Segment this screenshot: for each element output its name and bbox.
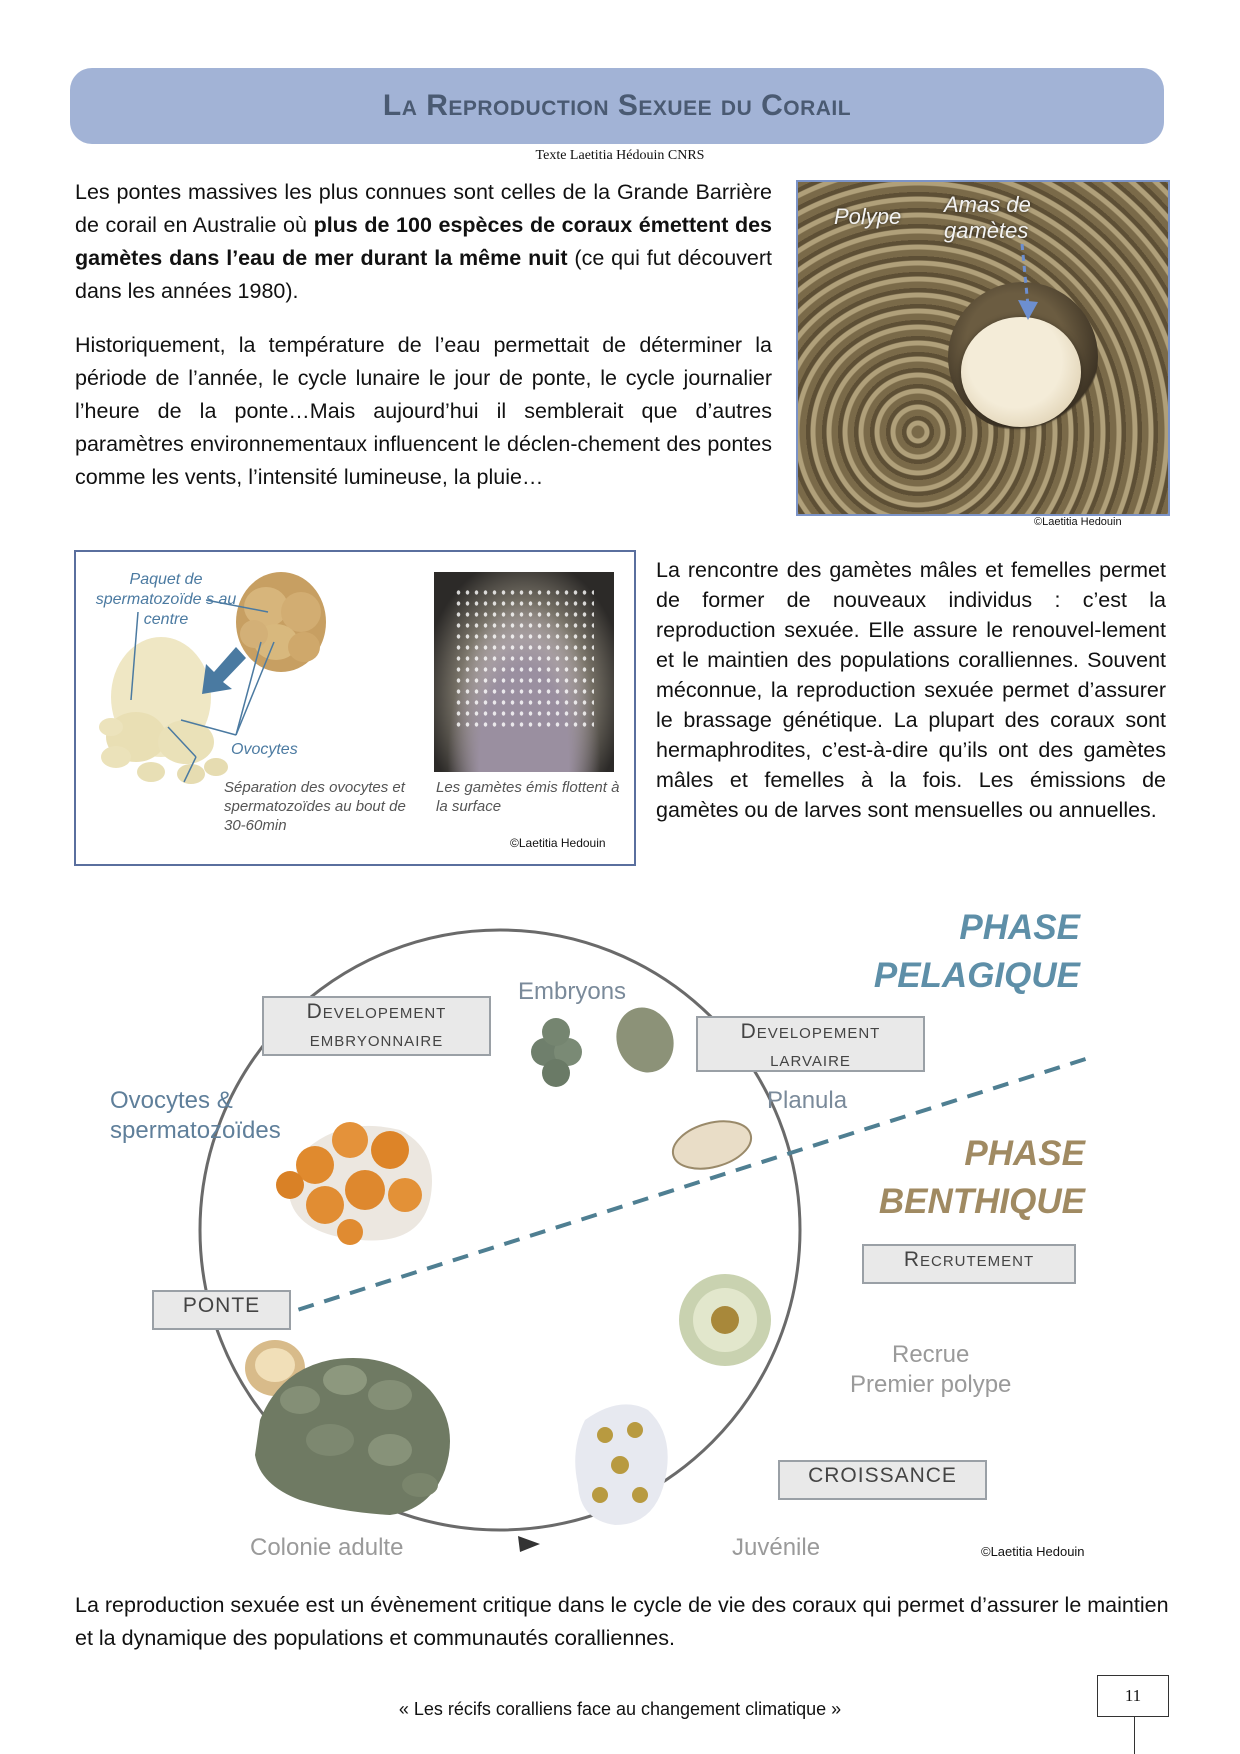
box-dev-embryonnaire-line1: Developement (306, 1000, 447, 1023)
gamete-speckles (454, 587, 594, 727)
embryo-shape (531, 999, 683, 1087)
stage-embryons: Embryons (518, 978, 627, 1005)
intro-text-bold: plus de 100 espèces de coraux émettent des gamètes dans l’eau de mer durant la même nuit (75, 213, 773, 270)
figure2-credit: ©Laetitia Hedouin (510, 836, 606, 850)
phase-benthique-label (820, 1130, 1085, 1226)
phase-benthique-word1: PHASE (964, 1134, 1085, 1173)
oocyte-bundle-shape (236, 572, 326, 672)
box-dev-embryonnaire-line2: embryonnaire (309, 1028, 444, 1051)
phase-pelagique-label (820, 904, 1080, 1000)
reproduction-paragraph: La rencontre des gamètes mâles et femelles permet de former de nouveaux individus : c’est la reproduction sexuée. Elle assure le renouvel-lement et le maintien des populations coralliennes. Souvent méconnue, la reproduction sexuée permet d’assurer le brassage génétique. La plupart des coraux sont hermaphrodites, c’est-à-dire qu’ils ont des gamètes mâles et femelles à la fois. Les émissions de gamètes ou de larves sont mensuelles ou annuelles. (656, 558, 1166, 822)
stage-juvenile: Juvénile (732, 1534, 821, 1561)
box-dev-larvaire-line2: larvaire (770, 1048, 851, 1071)
photo-label-amas: Amas de gamètes (944, 192, 1031, 243)
separation-caption: Séparation des ovocytes et spermatozoïdes au bout de 30-60min (224, 779, 406, 834)
oocytes-label: Ovocytes (231, 741, 298, 758)
photo-label-polype: Polype (834, 204, 902, 229)
big-arrow-icon (202, 647, 246, 694)
author-credit: Texte Laetitia Hédouin CNRS (535, 148, 705, 163)
ovocytes-shape (276, 1122, 432, 1245)
spermatozoid-bundle-shape (99, 637, 228, 784)
stage-ovocytes-line1: Ovocytes & (110, 1087, 233, 1114)
stage-colonie: Colonie adulte (250, 1534, 404, 1561)
phase-pelagique-word1: PHASE (959, 908, 1080, 947)
floating-caption: Les gamètes émis flottent à la surface (436, 779, 620, 815)
box-croissance: CROISSANCE (778, 1460, 987, 1500)
page-number: 11 (1097, 1675, 1169, 1717)
recruit-polyp-shape (679, 1274, 771, 1366)
gametes-figure (74, 550, 636, 866)
stage-recrue-line2: Premier polype (850, 1371, 1012, 1398)
stage-planula: Planula (767, 1087, 848, 1114)
history-paragraph: Historiquement, la température de l’eau permettait de déterminer la période de l’année, le cycle lunaire le jour de ponte, le cycle journalier l’heure de la ponte…Mais aujourd’hui il semblerait que d’autres paramètres environnementaux influencent le déclen-chement des pontes comme les vents, l’intensité lumineuse, la pluie… (75, 333, 772, 489)
page-title: La Reproduction Sexuee du Corail (382, 89, 852, 122)
intro-text-start: Les pontes massives les plus connues sont celles de la Grande Barrière de corail en Australie où (75, 180, 772, 237)
stage-ovocytes (110, 1086, 281, 1146)
stage-recrue-line1: Recrue (892, 1341, 970, 1368)
box-recrutement: Recrutement (862, 1244, 1076, 1284)
stage-ovocytes-line2: spermatozoïdes (110, 1117, 281, 1144)
page-number-tick (1134, 1716, 1135, 1754)
box-ponte: PONTE (152, 1290, 291, 1330)
spermatozoid-label: Paquet de spermatozoïde s au centre (95, 571, 237, 628)
intro-text-end: (ce qui fut découvert dans les années 1980). (75, 246, 772, 303)
life-cycle-diagram (100, 900, 1100, 1590)
footer-title: « Les récifs coralliens face au changement climatique » (398, 1699, 842, 1719)
box-dev-larvaire-line1: Developement (740, 1020, 881, 1043)
photo1-credit: ©Laetitia Hedouin (1034, 516, 1122, 528)
phase-benthique-word2: BENTHIQUE (878, 1182, 1085, 1221)
cycle-credit: ©Laetitia Hedouin (981, 1544, 1085, 1559)
box-dev-larvaire (696, 1016, 925, 1072)
gamete-bundle-shape (961, 317, 1081, 427)
dashed-arrow-icon (1010, 244, 1050, 324)
box-dev-embryonnaire (262, 996, 491, 1056)
conclusion-paragraph: La reproduction sexuée est un évènement critique dans le cycle de vie des coraux qui permet d’assurer le maintien et la dynamique des populations et communautés coralliennes. (75, 1593, 1169, 1650)
floating-gametes-photo (434, 572, 614, 772)
title-banner (70, 68, 1164, 144)
intro-paragraph (75, 176, 772, 308)
polyp-photo (796, 180, 1170, 516)
cycle-arrow-icon (518, 1536, 540, 1552)
phase-pelagique-word2: PELAGIQUE (873, 956, 1080, 995)
stage-recrue (850, 1340, 1011, 1400)
juvenile-coral-shape (575, 1404, 667, 1525)
